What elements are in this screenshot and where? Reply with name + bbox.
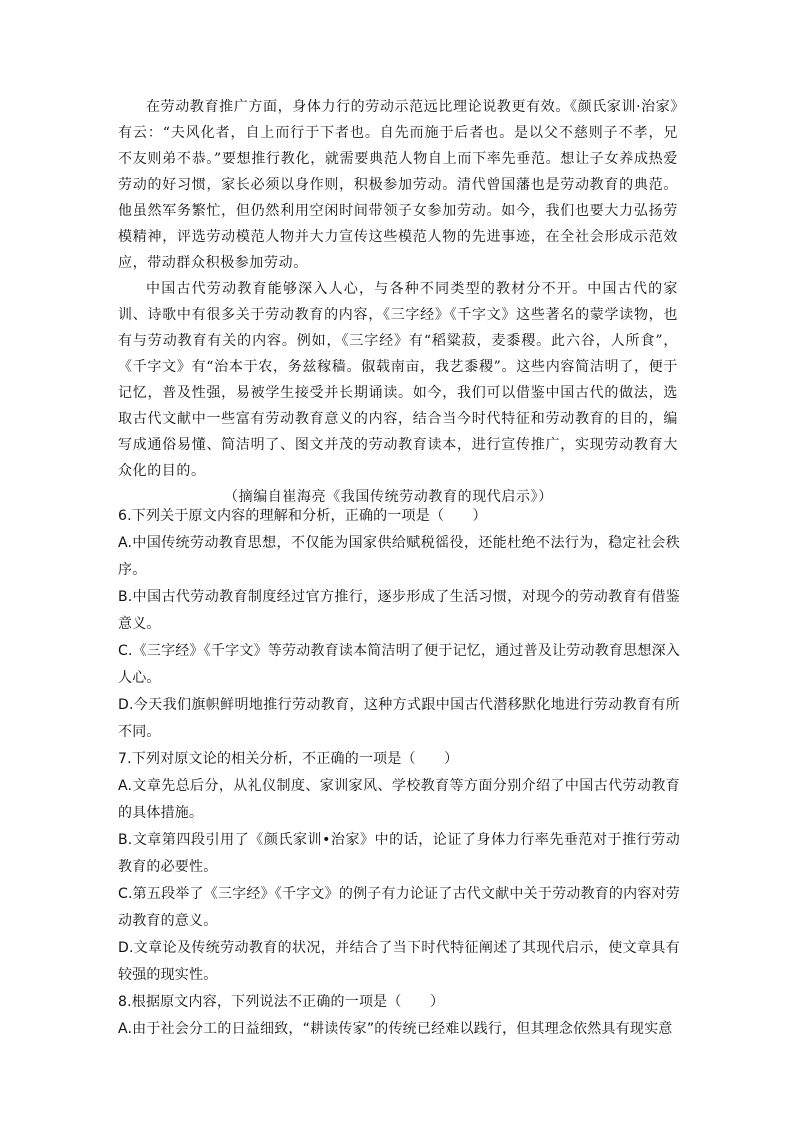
question-6-option-d: D.今天我们旗帜鲜明地推行劳动教育，这种方式跟中国古代潜移默化地进行劳动教育有所不同。 — [118, 697, 680, 740]
question-section — [118, 503, 680, 1043]
question-7-option-b: B.文章第四段引用了《颜氏家训•治家》中的话，论证了身体力行率先垂范对于推行劳动教育的必要性。 — [118, 832, 680, 875]
question-8-stem: 8.根据原文内容，下列说法不正确的一项是（ ） — [118, 994, 445, 1010]
passage-paragraph-5: 中国古代劳动教育能够深入人心，与各种不同类型的教材分不开。中国古代的家训、诗歌中有很多关于劳动教育的内容，《三字经》《千字文》这些著名的蒙学读物，也有与劳动教育有关的内容。例如，《三字经》有“稻粱菽，麦黍稷。此六谷，人所食”，《千字文》有“治本于农，务兹稼穑。俶载南亩，我艺黍稷”。这些内容简洁明了，便于记忆，普及性强，易被学生接受并长期诵读。如今，我们可以借鉴中国古代的做法，选取古代文献中一些富有劳动教育意义的内容，结合当今时代特征和劳动教育的目的，编写成通俗易懂、简洁明了、图文并茂的劳动教育读本，进行宣传推广，实现劳动教育大众化的目的。 — [118, 281, 678, 479]
question-7-stem: 7.下列对原文论的相关分析，不正确的一项是（ ） — [118, 751, 459, 767]
question-7-option-a: A.文章先总后分，从礼仪制度、家训家风、学校教育等方面分别介绍了中国古代劳动教育的具体措施。 — [118, 778, 680, 821]
question-6-stem: 6.下列关于原文内容的理解和分析，正确的一项是（ ） — [118, 508, 487, 524]
question-6-option-b: B.中国古代劳动教育制度经过官方推行，逐步形成了生活习惯，对现今的劳动教育有借鉴意义。 — [118, 589, 680, 632]
question-6-option-a: A.中国传统劳动教育思想，不仅能为国家供给赋税徭役，还能杜绝不法行为，稳定社会秩序。 — [118, 535, 680, 578]
passage-paragraph-4: 在劳动教育推广方面，身体力行的劳动示范远比理论说教更有效。《颜氏家训·治家》有云：“夫风化者，自上而行于下者也。自先而施于后者也。是以父不慈则子不孝，兄不友则弟不恭。”要想推行教化，就需要典范人物自上而下率先垂范。想让子女养成热爱劳动的好习惯，家长必须以身作则，积极参加劳动。清代曾国藩也是劳动教育的典范。他虽然军务繁忙，但仍然利用空闲时间带领子女参加劳动。如今，我们也要大力弘扬劳模精神，评选劳动模范人物并大力宣传这些模范人物的先进事迹，在全社会形成示范效应，带动群众积极参加劳动。 — [118, 99, 678, 271]
question-8-option-a: A.由于社会分工的日益细致，“耕读传家”的传统已经难以践行，但其理念依然具有现实意 — [118, 1021, 673, 1037]
reading-passage — [118, 94, 678, 510]
question-7-option-c: C.第五段举了《三字经》《千字文》的例子有力论证了古代文献中关于劳动教育的内容对劳动教育的意义。 — [118, 886, 680, 929]
passage-source: （摘编自崔海亮《我国传统劳动教育的现代启示》） — [224, 489, 553, 505]
question-7-option-d: D.文章论及传统劳动教育的状况，并结合了当下时代特征阐述了其现代启示，使文章具有较强的现实性。 — [118, 940, 680, 983]
question-6-option-c: C.《三字经》《千字文》等劳动教育读本简洁明了便于记忆，通过普及让劳动教育思想深入人心。 — [118, 643, 680, 686]
